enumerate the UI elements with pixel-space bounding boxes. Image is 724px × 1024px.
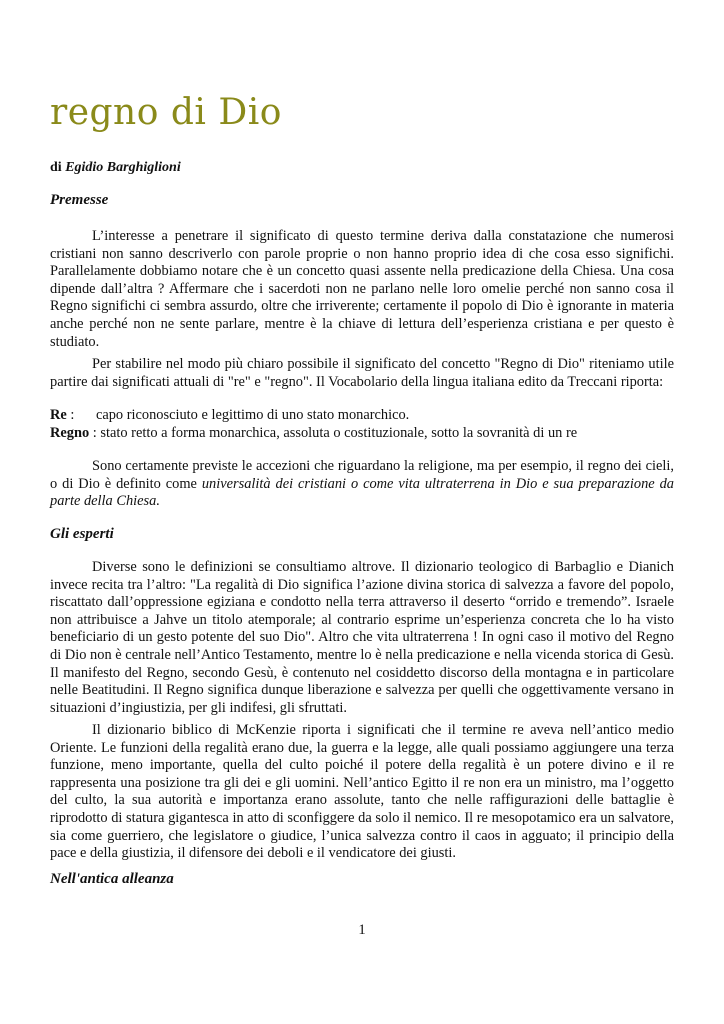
section-heading-esperti: Gli esperti <box>50 526 114 542</box>
definition-term-regno: Regno <box>50 425 90 441</box>
author-name: Egidio Barghiglioni <box>65 160 181 175</box>
page-number: 1 <box>358 922 366 938</box>
definition-re <box>50 407 674 425</box>
definition-regno <box>50 425 674 443</box>
author-line <box>50 160 181 176</box>
paragraph-premesse-3 <box>50 458 674 511</box>
paragraph-premesse-3-italic: universalità dei cristiani o come vita ultraterrena in Dio e sua preparazione da parte della Chiesa. <box>50 475 675 510</box>
paragraph-premesse-2: Per stabilire nel modo più chiaro possibile il significato del concetto "Regno di Dio" riteniamo utile partire dai significati attuali di "re" e "regno". Il Vocabolario della lingua italiana edito da Treccani riporta: <box>50 356 674 390</box>
paragraph-premesse-3-text: Sono certamente previste le accezioni che riguardano la religione, ma per esempio, il regno dei cieli, o di Dio è definito come <box>50 458 674 492</box>
definition-text-re: : capo riconosciuto e legittimo di uno stato monarchico. <box>66 407 410 423</box>
section-heading-premesse: Premesse <box>50 192 109 208</box>
paragraph-esperti-1: Diverse sono le definizioni se consultiamo altrove. Il dizionario teologico di Barbaglio e Dianich invece recita tra l’altro: "La regalità di Dio significa l’azione divina storica di salvezza a favore del popolo, riscattato dall’oppressione egiziana e condotto nella terra attraverso il deserto “orrido e tremendo”. Israele non attribuisce a Jahve un titolo atemporale; al contrario esprime un’esperienza concreta che lo ha visto beneficiario di un gesto potente del suo Dio". Altro che vita ultraterrena ! In ogni caso il motivo del Regno di Dio non è centrale nell’Antico Testamento, mentre lo è nella predicazione e nella vicenda storica di Gesù. Il manifesto del Regno, secondo Gesù, è contenuto nel cosiddetto discorso della montagna e in particolare nelle Beatitudini. Il Regno significa dunque liberazione e salvezza per quelli che oggettivamente versano in situazioni d’ingiustizia, per gli indifesi, gli sfruttati. <box>50 559 674 716</box>
page-title: regno di Dio <box>50 92 282 133</box>
definition-text-regno: : stato retto a forma monarchica, assoluta o costituzionale, sotto la sovranità di un re <box>89 425 578 441</box>
section-heading-antica-alleanza: Nell'antica alleanza <box>50 871 174 887</box>
paragraph-esperti-2: Il dizionario biblico di McKenzie riporta i significati che il termine re aveva nell’antico medio Oriente. Le funzioni della regalità erano due, la guerra e la legge, alle quali possiamo aggiungere una terza funzione, meno importante, quella del culto poiché il potere della regalità è un potere divino e il re rappresenta una posizione tra gli dei e gli uomini. Nell’antico Egitto il re non era un ministro, ma l’oggetto del culto, la sua autorità e importanza erano assolute, tanto che nelle raffigurazioni delle battaglie è riprodotto di statura gigantesca in atto di sconfiggere da solo il nemico. Il re mesopotamico era un salvatore, sia come guerriero, che legislatore o giudice, l’unica salvezza contro il caos in agguato; il principio della pace e della giustizia, il difensore dei deboli e il vendicatore dei giusti. <box>50 722 674 862</box>
definition-term-re: Re <box>50 407 67 423</box>
paragraph-premesse-1: L’interesse a penetrare il significato di questo termine deriva dalla constatazione che numerosi cristiani non sanno descriverlo con parole proprie o non hanno proprio idea di che cosa esso significhi. Parallelamente dobbiamo notare che è un concetto quasi assente nella predicazione della Chiesa. Una cosa dipende dall’altra ? Affermare che i sacerdoti non ne parlano nelle loro omelie perché non sanno cosa il Regno significhi ci sembra assurdo, oltre che irriverente; certamente il popolo di Dio è ignorante in materia anche perché non ne sente parlare, mentre è la chiave di lettura dell’esperienza cristiana e per questo è studiato. <box>50 228 674 350</box>
author-prefix: di <box>50 160 62 175</box>
